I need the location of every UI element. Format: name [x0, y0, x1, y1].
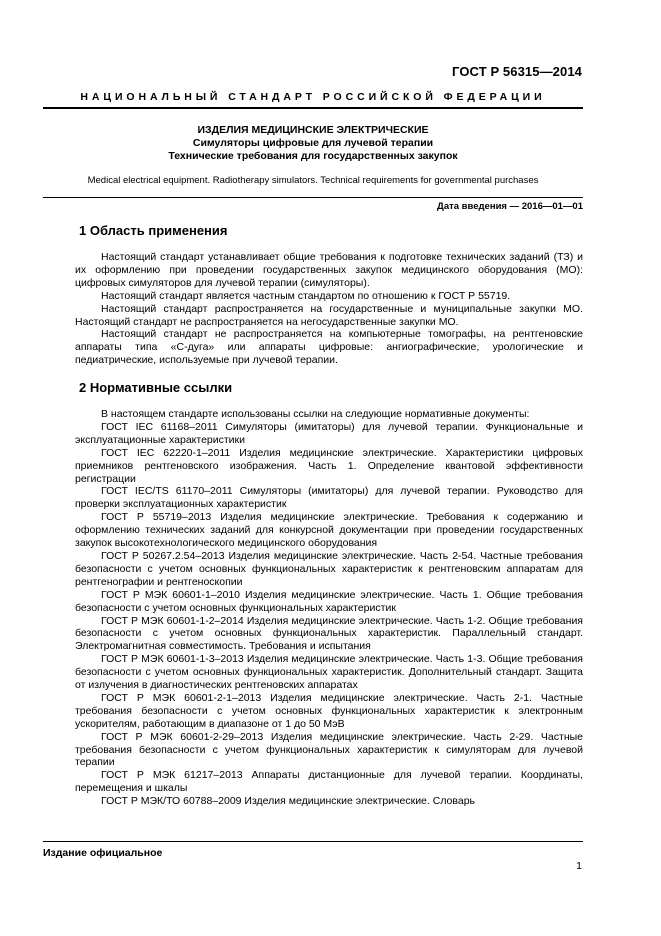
national-standard-header: НАЦИОНАЛЬНЫЙ СТАНДАРТ РОССИЙСКОЙ ФЕДЕРАЦИИ — [43, 91, 583, 109]
normative-reference: ГОСТ Р МЭК 60601-2-29–2013 Изделия медицинские электрические. Часть 2-29. Частные требования безопасности с учетом функциональных характеристик к симуляторам для лучевой терапии — [75, 730, 583, 769]
section-1-heading: 1 Область применения — [79, 223, 228, 238]
section-1-paragraph: Настоящий стандарт не распространяется на компьютерные томографы, на рентгеновские аппараты типа «С-дуга» или аппараты цифровые: ангиографические, урологические и педиатрические, используемые при лучевой терапии. — [75, 328, 583, 367]
introduction-date: Дата введения — 2016—01—01 — [43, 197, 583, 212]
section-1-paragraph: Настоящий стандарт является частным стандартом по отношению к ГОСТ Р 55719. — [101, 289, 511, 302]
section-2-body — [75, 408, 583, 808]
footer-divider — [43, 841, 583, 842]
normative-reference: ГОСТ Р 55719–2013 Изделия медицинские электрические. Требования к содержанию и оформлению технических заданий для конкурсной документации при проведении государственных закупок высокотехнологического медицинского оборудования — [75, 511, 583, 550]
page-number: 1 — [576, 860, 582, 872]
title-subtitle-1: Симуляторы цифровые для лучевой терапии — [192, 137, 434, 149]
section-1-body — [75, 251, 583, 367]
section-1-paragraph: Настоящий стандарт устанавливает общие требования к подготовке технических заданий (ТЗ) и их оформлению при проведении государственных закупок медицинского оборудования (МО): цифровых симуляторов для лучевой терапии (симуляторы). — [75, 251, 583, 289]
title-subtitle-2: Технические требования для государственных закупок — [168, 150, 458, 162]
normative-reference: ГОСТ Р 50267.2.54–2013 Изделия медицинские электрические. Часть 2-54. Частные требования безопасности с учетом основных функциональных характеристик к рентгеновским аппаратам для рентгенографии и рентгеноскопии — [75, 549, 583, 588]
normative-reference: ГОСТ IEC 62220-1–2011 Изделия медицинские электрические. Характеристики цифровых приемников рентгеновского изображения. Часть 1. Определение квантовой эффективности регистрации — [75, 446, 583, 485]
section-1-paragraph: Настоящий стандарт распространяется на государственные и муниципальные закупки МО. Настоящий стандарт не распространяется на негосударственные закупки МО. — [75, 302, 583, 328]
document-number: ГОСТ Р 56315—2014 — [452, 64, 582, 79]
normative-reference: ГОСТ Р МЭК 60601-1-2–2014 Изделия медицинские электрические. Часть 1-2. Общие требования безопасности с учетом основных функциональных характеристик. Параллельный стандарт. Электромагнитная совместимость. Требования и испытания — [75, 614, 583, 653]
normative-reference: ГОСТ Р МЭК 60601-1-3–2013 Изделия медицинские электрические. Часть 1-3. Общие требования безопасности с учетом основных функциональных характеристик. Дополнительный стандарт. Защита от излучения в диагностических рентгеновских аппаратах — [75, 653, 583, 692]
normative-reference: ГОСТ IEC 61168–2011 Симуляторы (имитаторы) для лучевой терапии. Функциональные и эксплуатационные характеристики — [75, 420, 583, 446]
section-2-heading: 2 Нормативные ссылки — [79, 380, 233, 395]
normative-reference: ГОСТ Р МЭК/ТО 60788–2009 Изделия медицинские электрические. Словарь — [101, 795, 476, 808]
english-title: Medical electrical equipment. Radiotherapy simulators. Technical requirements for governmental purchases — [87, 175, 539, 186]
section-2-intro: В настоящем стандарте использованы ссылки на следующие нормативные документы: — [101, 408, 530, 420]
normative-reference: ГОСТ Р МЭК 60601-2-1–2013 Изделия медицинские электрические. Часть 2-1. Частные требования безопасности с учетом основных функциональных характеристик к электронным ускорителям, работающим в диапазоне от 1 до 50 МэВ — [75, 691, 583, 730]
title-main: ИЗДЕЛИЯ МЕДИЦИНСКИЕ ЭЛЕКТРИЧЕСКИЕ — [197, 124, 429, 136]
normative-reference: ГОСТ IEC/TS 61170–2011 Симуляторы (имитаторы) для лучевой терапии. Руководство для проверки эксплуатационных характеристик — [75, 485, 583, 511]
normative-reference: ГОСТ Р МЭК 61217–2013 Аппараты дистанционные для лучевой терапии. Координаты, перемещения и шкалы — [75, 769, 583, 795]
official-edition-label: Издание официальное — [43, 847, 163, 859]
normative-reference: ГОСТ Р МЭК 60601-1–2010 Изделия медицинские электрические. Часть 1. Общие требования безопасности с учетом основных функциональных характеристик — [75, 588, 583, 614]
document-title-block — [43, 124, 583, 163]
